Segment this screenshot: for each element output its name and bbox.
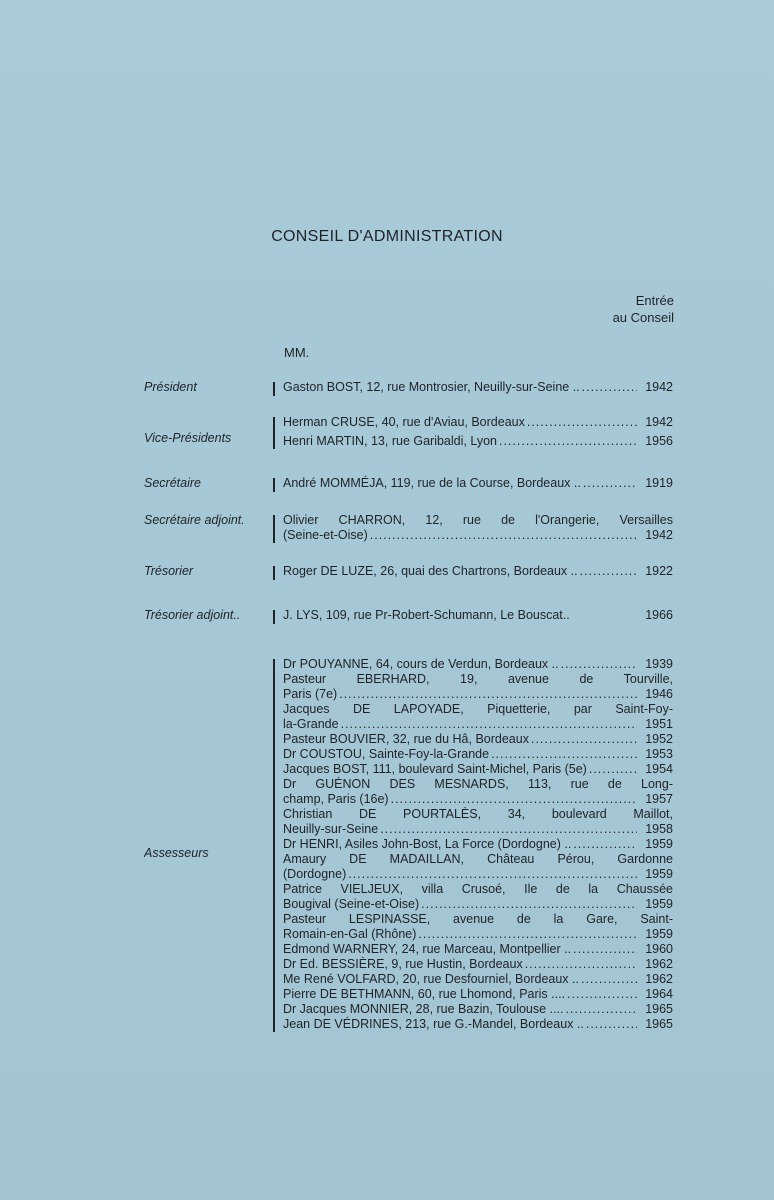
leader-dots <box>348 867 637 882</box>
entry-line <box>283 927 673 942</box>
entry-line <box>283 476 673 491</box>
entry-text: Bougival (Seine-et-Oise) <box>283 897 420 911</box>
entry-text: Romain-en-Gal (Rhône) <box>283 927 417 941</box>
leader-dots <box>527 415 637 430</box>
entry-line <box>283 822 673 837</box>
entry-line <box>283 608 673 623</box>
member-entry <box>283 415 673 430</box>
leader-dots <box>580 564 637 579</box>
member-entry <box>283 1002 673 1017</box>
entry-text: Gaston BOST, 12, rue Montrosier, Neuilly-sur-Seine .. <box>283 380 580 394</box>
leader-dots <box>583 476 637 491</box>
member-entry <box>283 380 673 395</box>
leader-dots <box>589 762 637 777</box>
leader-dots <box>586 1017 637 1032</box>
member-entry <box>283 942 673 957</box>
entry-year: 1958 <box>645 822 673 836</box>
entry-text: (Seine-et-Oise) <box>283 528 368 542</box>
role-label: Trésorier adjoint.. <box>144 608 241 622</box>
bracket-line <box>273 610 275 624</box>
entry-year: 1942 <box>645 380 673 394</box>
entry-year: 1939 <box>645 657 673 671</box>
entry-line <box>283 867 673 882</box>
entry-line <box>283 912 673 927</box>
entry-line <box>283 380 673 395</box>
member-entry <box>283 807 673 837</box>
entry-text: champ, Paris (16e) <box>283 792 389 806</box>
entry-line <box>283 415 673 430</box>
role-label: Assesseurs <box>144 846 209 860</box>
leader-dots <box>567 987 637 1002</box>
entry-line <box>283 657 673 672</box>
entry-text: Paris (7e) <box>283 687 338 701</box>
member-entry <box>283 1017 673 1032</box>
entry-line <box>283 1017 673 1032</box>
leader-dots <box>341 717 637 732</box>
entry-year: 1959 <box>645 927 673 941</box>
entry-text: Jacques DE LAPOYADE, Piquetterie, par Saint-Foy- <box>283 702 673 716</box>
bracket-line <box>273 417 275 449</box>
member-entry <box>283 957 673 972</box>
member-entries <box>283 513 673 543</box>
member-entry <box>283 672 673 702</box>
leader-dots <box>573 942 637 957</box>
role-label: Président <box>144 380 197 394</box>
member-entry <box>283 882 673 912</box>
leader-dots <box>573 837 637 852</box>
entry-line <box>283 1002 673 1017</box>
entry-text: Dr HENRI, Asiles John-Bost, La Force (Dordogne) .. <box>283 837 572 851</box>
entry-text: Herman CRUSE, 40, rue d'Aviau, Bordeaux <box>283 415 525 429</box>
member-entry <box>283 657 673 672</box>
member-entry <box>283 747 673 762</box>
entry-line <box>283 747 673 762</box>
leader-dots <box>531 732 637 747</box>
entry-line <box>283 852 673 867</box>
entree-header <box>613 292 674 326</box>
entry-line <box>283 897 673 912</box>
role-label: Secrétaire adjoint. <box>144 513 245 527</box>
leader-dots <box>421 897 637 912</box>
member-entry <box>283 777 673 807</box>
entry-year: 1946 <box>645 687 673 701</box>
member-entries <box>283 380 673 395</box>
leader-dots <box>370 528 637 543</box>
entry-text: Me René VOLFARD, 20, rue Desfourniel, Bordeaux .. <box>283 972 579 986</box>
member-entry <box>283 852 673 882</box>
entry-line <box>283 732 673 747</box>
member-entry <box>283 476 673 491</box>
mm-label: MM. <box>284 345 310 360</box>
entry-line <box>283 687 673 702</box>
member-entry <box>283 912 673 942</box>
entry-text: Dr Jacques MONNIER, 28, rue Bazin, Toulouse .... <box>283 1002 564 1016</box>
entry-year: 1951 <box>645 717 673 731</box>
entry-text: Jean DE VÉDRINES, 213, rue G.-Mandel, Bordeaux .. <box>283 1017 584 1031</box>
entry-year: 1953 <box>645 747 673 761</box>
entry-line <box>283 972 673 987</box>
entry-text: Dr POUYANNE, 64, cours de Verdun, Bordeaux .. <box>283 657 559 671</box>
member-entries <box>283 564 673 579</box>
entry-text: Olivier CHARRON, 12, rue de l'Orangerie, Versailles <box>283 513 673 527</box>
member-entry <box>283 732 673 747</box>
leader-dots <box>491 747 637 762</box>
entry-year: 1960 <box>645 942 673 956</box>
member-entry <box>283 513 673 543</box>
entry-year: 1962 <box>645 972 673 986</box>
entry-text: Neuilly-sur-Seine <box>283 822 379 836</box>
entry-text: Amaury DE MADAILLAN, Château Pérou, Gardonne <box>283 852 673 866</box>
entry-year: 1964 <box>645 987 673 1001</box>
leader-dots <box>525 957 637 972</box>
entry-line <box>283 957 673 972</box>
bracket-line <box>273 382 275 396</box>
member-entry <box>283 837 673 852</box>
leader-dots <box>581 972 637 987</box>
bracket-line <box>273 659 275 1032</box>
leader-dots <box>499 434 637 449</box>
entry-text: Dr GUÉNON DES MESNARDS, 113, rue de Long- <box>283 777 673 791</box>
bracket-line <box>273 515 275 543</box>
member-entries <box>283 476 673 491</box>
entry-text: la-Grande <box>283 717 339 731</box>
member-entry <box>283 972 673 987</box>
member-entry <box>283 608 673 623</box>
entry-line <box>283 717 673 732</box>
leader-dots <box>582 380 637 395</box>
entry-year: 1959 <box>645 897 673 911</box>
entry-text: Pasteur BOUVIER, 32, rue du Hâ, Bordeaux <box>283 732 529 746</box>
entry-text: Dr Ed. BESSIÈRE, 9, rue Hustin, Bordeaux <box>283 957 523 971</box>
entry-text: (Dordogne) <box>283 867 347 881</box>
entry-line <box>283 792 673 807</box>
entry-line <box>283 762 673 777</box>
member-entry <box>283 434 673 449</box>
entry-year: 1959 <box>645 837 673 851</box>
entry-text: Christian DE POURTALÈS, 34, boulevard Maillot, <box>283 807 673 821</box>
entry-text: André MOMMÉJA, 119, rue de la Course, Bordeaux .. <box>283 476 581 490</box>
entry-line <box>283 528 673 543</box>
member-entries <box>283 657 673 1032</box>
entry-text: Roger DE LUZE, 26, quai des Chartrons, Bordeaux .. <box>283 564 578 578</box>
bracket-line <box>273 566 275 580</box>
entree-header-line: Entrée <box>635 293 674 308</box>
entry-line <box>283 882 673 897</box>
bracket-line <box>273 478 275 492</box>
member-entries <box>283 415 673 449</box>
entry-year: 1952 <box>645 732 673 746</box>
role-label: Secrétaire <box>144 476 201 490</box>
member-entries <box>283 608 673 623</box>
entry-text: Pasteur LESPINASSE, avenue de la Gare, Saint- <box>283 912 673 926</box>
entry-year: 1956 <box>645 434 673 448</box>
entry-year: 1954 <box>645 762 673 776</box>
member-entry <box>283 564 673 579</box>
entry-line <box>283 672 673 687</box>
entry-text: Pasteur EBERHARD, 19, avenue de Tourville, <box>283 672 673 686</box>
entry-line <box>283 942 673 957</box>
entry-line <box>283 987 673 1002</box>
entry-line <box>283 702 673 717</box>
entry-year: 1962 <box>645 957 673 971</box>
entry-year: 1942 <box>645 528 673 542</box>
member-entry <box>283 987 673 1002</box>
entry-year: 1965 <box>645 1002 673 1016</box>
entry-text: Patrice VIELJEUX, villa Crusoé, Ile de la Chaussée <box>283 882 673 896</box>
page-title: CONSEIL D'ADMINISTRATION <box>271 228 503 245</box>
entry-line <box>283 513 673 528</box>
leader-dots <box>380 822 637 837</box>
entry-line <box>283 777 673 792</box>
role-label: Trésorier <box>144 564 194 578</box>
role-label: Vice-Présidents <box>144 431 232 445</box>
entry-year: 1957 <box>645 792 673 806</box>
leader-dots <box>339 687 637 702</box>
member-entry <box>283 762 673 777</box>
entry-year: 1965 <box>645 1017 673 1031</box>
entry-text: Henri MARTIN, 13, rue Garibaldi, Lyon <box>283 434 497 448</box>
entry-line <box>283 837 673 852</box>
leader-dots <box>565 1002 637 1017</box>
entry-text: Edmond WARNERY, 24, rue Marceau, Montpellier .. <box>283 942 572 956</box>
entry-year: 1959 <box>645 867 673 881</box>
member-entry <box>283 702 673 732</box>
entry-year: 1942 <box>645 415 673 429</box>
entry-text: Dr COUSTOU, Sainte-Foy-la-Grande <box>283 747 490 761</box>
entry-text: Pierre DE BETHMANN, 60, rue Lhomond, Paris .... <box>283 987 566 1001</box>
entry-year: 1966 <box>645 608 673 622</box>
entree-header-line: au Conseil <box>612 310 674 325</box>
entry-text: J. LYS, 109, rue Pr-Robert-Schumann, Le Bouscat.. <box>283 608 570 622</box>
entry-text: Jacques BOST, 111, boulevard Saint-Michel, Paris (5e) <box>283 762 587 776</box>
entry-line <box>283 434 673 449</box>
entry-line <box>283 807 673 822</box>
leader-dots <box>418 927 637 942</box>
entry-year: 1922 <box>645 564 673 578</box>
leader-dots <box>391 792 637 807</box>
entry-line <box>283 564 673 579</box>
entry-year: 1919 <box>645 476 673 490</box>
leader-dots <box>561 657 637 672</box>
